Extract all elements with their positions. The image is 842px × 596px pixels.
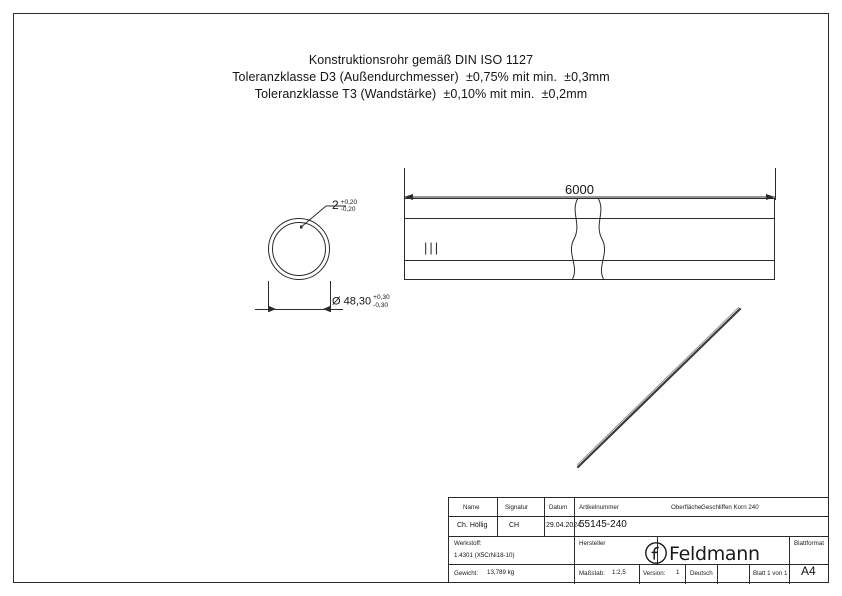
td-blattformat: A4: [801, 564, 816, 578]
td-oberflaeche-value: Geschliffen Korn 240: [701, 504, 759, 511]
diameter-dimension: [332, 294, 390, 309]
dim-extension-right: [330, 281, 331, 312]
wall-tol-upper: +0,20: [340, 198, 358, 206]
drawing-title-block: [0, 52, 842, 103]
tb-vline-2: [544, 498, 545, 536]
diameter-value: 48,30: [343, 295, 372, 308]
td-name: Ch. Höllig: [457, 522, 488, 529]
length-value: 6000: [565, 182, 594, 197]
td-gewicht: 13,789 kg: [487, 569, 515, 576]
title-block-table: [448, 497, 829, 583]
dia-tol-lower: -0,30: [373, 301, 388, 309]
td-massstab: 1:2,5: [612, 569, 626, 576]
tube-wall-line-top: [404, 218, 775, 219]
tb-vline-10: [749, 564, 750, 584]
th-name: Name: [463, 504, 480, 511]
th-version: Version:: [643, 570, 666, 577]
length-ext-right: [775, 168, 776, 200]
tb-vline-7: [639, 564, 640, 584]
tb-vline-3: [574, 498, 575, 536]
wall-thickness-value: 2: [332, 198, 339, 212]
th-signatur: Signatur: [505, 504, 529, 511]
length-ext-left: [404, 168, 405, 200]
feldmann-logo-icon: [645, 542, 667, 564]
title-line-1: Konstruktionsrohr gemäß DIN ISO 1127: [308, 53, 534, 67]
th-gewicht: Gewicht:: [454, 570, 479, 577]
td-version: 1: [676, 569, 680, 576]
td-sprache: Deutsch: [690, 570, 713, 577]
isometric-tube-view: [560, 300, 750, 475]
th-datum: Datum: [549, 504, 568, 511]
th-massstab: Maßstab:: [579, 570, 605, 577]
tb-hline-2: [449, 536, 828, 537]
tube-wall-line-bottom: [404, 260, 775, 261]
tb-vline-6: [789, 536, 790, 584]
td-werkstoff: 1.4301 (X5CrNi18-10): [454, 552, 515, 559]
tb-vline-1: [497, 498, 498, 536]
tb-vline-9: [717, 564, 718, 584]
td-artikelnummer: 55145-240: [579, 519, 627, 530]
th-oberflaeche: Oberfläche:: [671, 504, 703, 511]
break-line-right: [592, 198, 610, 280]
td-datum: 29.04.2024: [546, 522, 582, 529]
th-hersteller: Hersteller: [579, 540, 606, 547]
td-blatt: Blatt 1 von 1: [753, 570, 788, 577]
tb-hline-1: [449, 516, 828, 517]
wall-thickness-dimension: [332, 198, 357, 214]
dim-arrow-right: [323, 306, 330, 312]
title-line-2: Toleranzklasse D3 (Außendurchmesser) ±0,75% mit min. ±0,3mm: [232, 70, 610, 84]
tb-vline-8: [685, 564, 686, 584]
th-werkstoff: Werkstoff:: [454, 540, 482, 547]
tube-side-view: [404, 198, 775, 280]
dim-arrow-left: [269, 306, 276, 312]
tb-vline-4: [574, 536, 575, 584]
th-blattformat: Blattformat: [794, 540, 824, 547]
wall-tol-lower: -0,20: [340, 206, 356, 214]
brand-name: Feldmann: [669, 543, 760, 565]
th-artikelnummer: Artikelnummer: [579, 504, 619, 511]
break-line-left: [566, 198, 584, 280]
dia-tol-upper: +0,30: [373, 294, 390, 301]
hatch-marks: |||: [424, 240, 441, 255]
td-signatur: CH: [509, 522, 520, 529]
title-line-3: Toleranzklasse T3 (Wandstärke) ±0,10% mit min. ±0,2mm: [254, 87, 588, 101]
diameter-symbol: Ø: [332, 295, 341, 308]
